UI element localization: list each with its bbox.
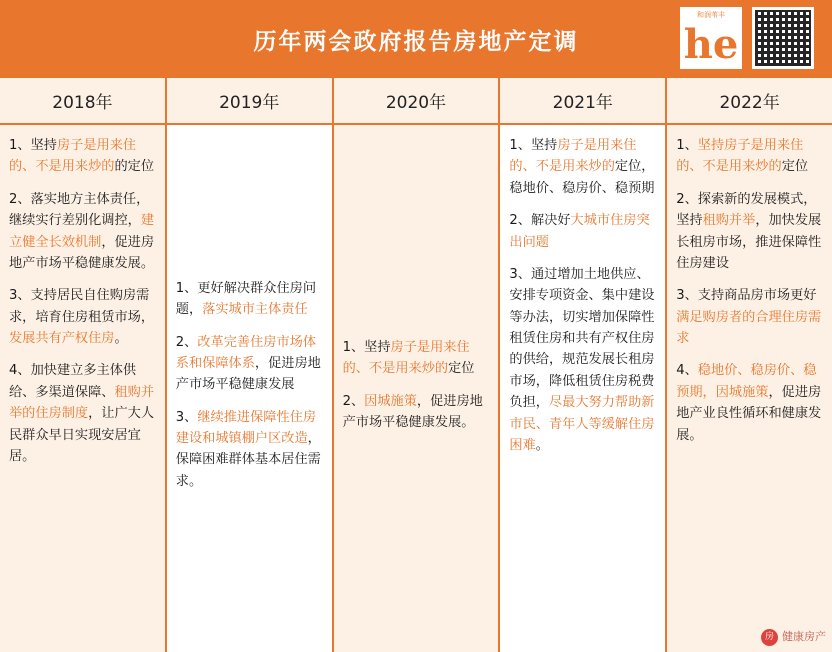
- year-header-row: [0, 78, 832, 125]
- year-header-2019: 2019年: [167, 78, 334, 123]
- policy-text-highlight: 满足购房者的合理住房需求: [676, 309, 822, 346]
- policy-text: 3、: [175, 409, 198, 425]
- policy-text-highlight: 稳地价、稳房价、稳预期，因城施策: [676, 363, 817, 400]
- policy-text-highlight: 继续推进保障性住房建设和城镇棚户区改造: [175, 409, 317, 447]
- qr-code-icon: [752, 7, 814, 69]
- brand-logo-top-text: 和润苇丰: [697, 11, 725, 19]
- policy-item: [509, 264, 656, 456]
- qr-code-pattern: [755, 10, 811, 66]
- policy-text: ，保障困难群体基本居住需求。: [175, 431, 321, 489]
- policy-text-highlight: 房子是用来住的、不是用来炒的: [342, 339, 470, 377]
- policy-text: 定位: [448, 361, 475, 377]
- policy-text: 定位: [781, 159, 809, 175]
- policy-text: 1、坚持: [9, 138, 57, 153]
- policy-text: ，让广大人民群众早日实现安居宜居。: [9, 406, 155, 464]
- policy-item: [509, 135, 656, 199]
- policy-item: [9, 135, 156, 178]
- policy-text: 2、解决好: [509, 213, 571, 229]
- policy-item: [676, 285, 823, 349]
- policy-item: [9, 285, 156, 349]
- policy-text-highlight: 因城施策: [364, 393, 417, 409]
- policy-item: [343, 391, 490, 434]
- watermark-label: 健康房产: [781, 630, 826, 644]
- policy-text: 1、更好解决群众住房问题，: [175, 280, 317, 318]
- policy-text: ，促进房地产市场平稳健康发展。: [9, 234, 155, 271]
- column-2021-items: [509, 135, 656, 646]
- policy-text: 1、坚持: [509, 138, 558, 153]
- policy-text: ，加快发展长租房市场，推进保障性住房建设: [676, 213, 822, 271]
- policy-item: [676, 189, 823, 275]
- policy-text: 1、: [676, 138, 698, 153]
- column-2019: [167, 125, 334, 652]
- column-2018-items: [9, 135, 156, 646]
- policy-item: [509, 210, 656, 253]
- policy-text: 3、支持商品房市场更好: [676, 288, 817, 304]
- policy-text: 。: [114, 331, 128, 346]
- policy-item: [176, 332, 323, 396]
- policy-text: 4、加快建立多主体供给、多渠道保障、: [9, 363, 137, 400]
- brand-logo: [680, 7, 742, 69]
- policy-text-highlight: 租购并举的住房制度: [9, 384, 155, 422]
- policy-text: 。: [535, 437, 549, 453]
- policy-item: [676, 360, 823, 446]
- brand-logo-letter: he: [683, 21, 739, 68]
- policy-item: [176, 407, 323, 493]
- column-2020-items: [343, 135, 490, 646]
- policy-text-highlight: 发展共有产权住房: [9, 331, 115, 346]
- page-title: 历年两会政府报告房地产定调: [253, 28, 579, 55]
- policy-text: 2、: [175, 334, 198, 350]
- policy-text-highlight: 落实城市主体责任: [202, 302, 308, 318]
- policy-text: ，促进房地产市场平稳健康发展: [175, 355, 321, 393]
- policy-text: 3、通过增加土地供应、安排专项资金、集中建设等办法，切实增加保障性租赁住房和共有产权住房的供给，规范发展长租房市场，降低租赁住房税费负担，: [509, 266, 655, 411]
- policy-text: 定位，稳地价、稳房价、稳预期: [509, 159, 655, 196]
- year-header-2018: 2018年: [0, 78, 167, 123]
- column-2019-items: [176, 135, 323, 646]
- policy-item: [9, 360, 156, 467]
- policy-text-highlight: 房子是用来住的、不是用来炒的: [509, 138, 637, 175]
- header-bar: [0, 0, 832, 78]
- year-header-2022: 2022年: [719, 93, 780, 113]
- policy-text-highlight: 建立健全长效机制: [9, 213, 155, 250]
- policy-text-highlight: 尽最大努力帮助新市民、青年人等缓解住房困难: [509, 395, 655, 453]
- watermark: [761, 628, 826, 646]
- column-2022: [667, 125, 832, 652]
- year-header-2020: 2020年: [334, 78, 501, 123]
- column-2020: [334, 125, 501, 652]
- watermark-icon: 房: [761, 629, 778, 646]
- policy-text: 的定位: [114, 159, 155, 175]
- policy-text-highlight: 坚持房子是用来住的、不是用来炒的: [676, 138, 804, 175]
- policy-item: [676, 135, 823, 178]
- column-2022-items: [676, 135, 823, 646]
- column-2018: [0, 125, 167, 652]
- policy-text: 2、落实地方主体责任，继续实行差别化调控，: [9, 191, 150, 229]
- policy-text: ，促进房地产市场平稳健康发展。: [342, 393, 483, 430]
- policy-text-highlight: 改革完善住房市场体系和保障体系: [175, 334, 317, 371]
- policy-item: [9, 189, 156, 275]
- policy-item: [176, 278, 323, 321]
- policy-text-highlight: 租购并举: [702, 213, 756, 229]
- policy-text: 1、坚持: [342, 339, 391, 355]
- content-columns: [0, 125, 832, 652]
- policy-text: ，促进房地产业良性循环和健康发展。: [676, 384, 822, 443]
- policy-text: 2、探索新的发展模式，坚持: [676, 191, 817, 229]
- policy-text-highlight: 房子是用来住的、不是用来炒的: [9, 138, 137, 175]
- policy-item: [343, 337, 490, 380]
- policy-text-highlight: 大城市住房突出问题: [509, 213, 650, 250]
- policy-text: 4、: [676, 363, 698, 379]
- policy-text: 2、: [342, 393, 365, 409]
- policy-text: 3、支持居民自住购房需求，培育住房租赁市场，: [9, 288, 155, 325]
- year-header-2021: 2021年: [500, 78, 667, 123]
- column-2021: [500, 125, 667, 652]
